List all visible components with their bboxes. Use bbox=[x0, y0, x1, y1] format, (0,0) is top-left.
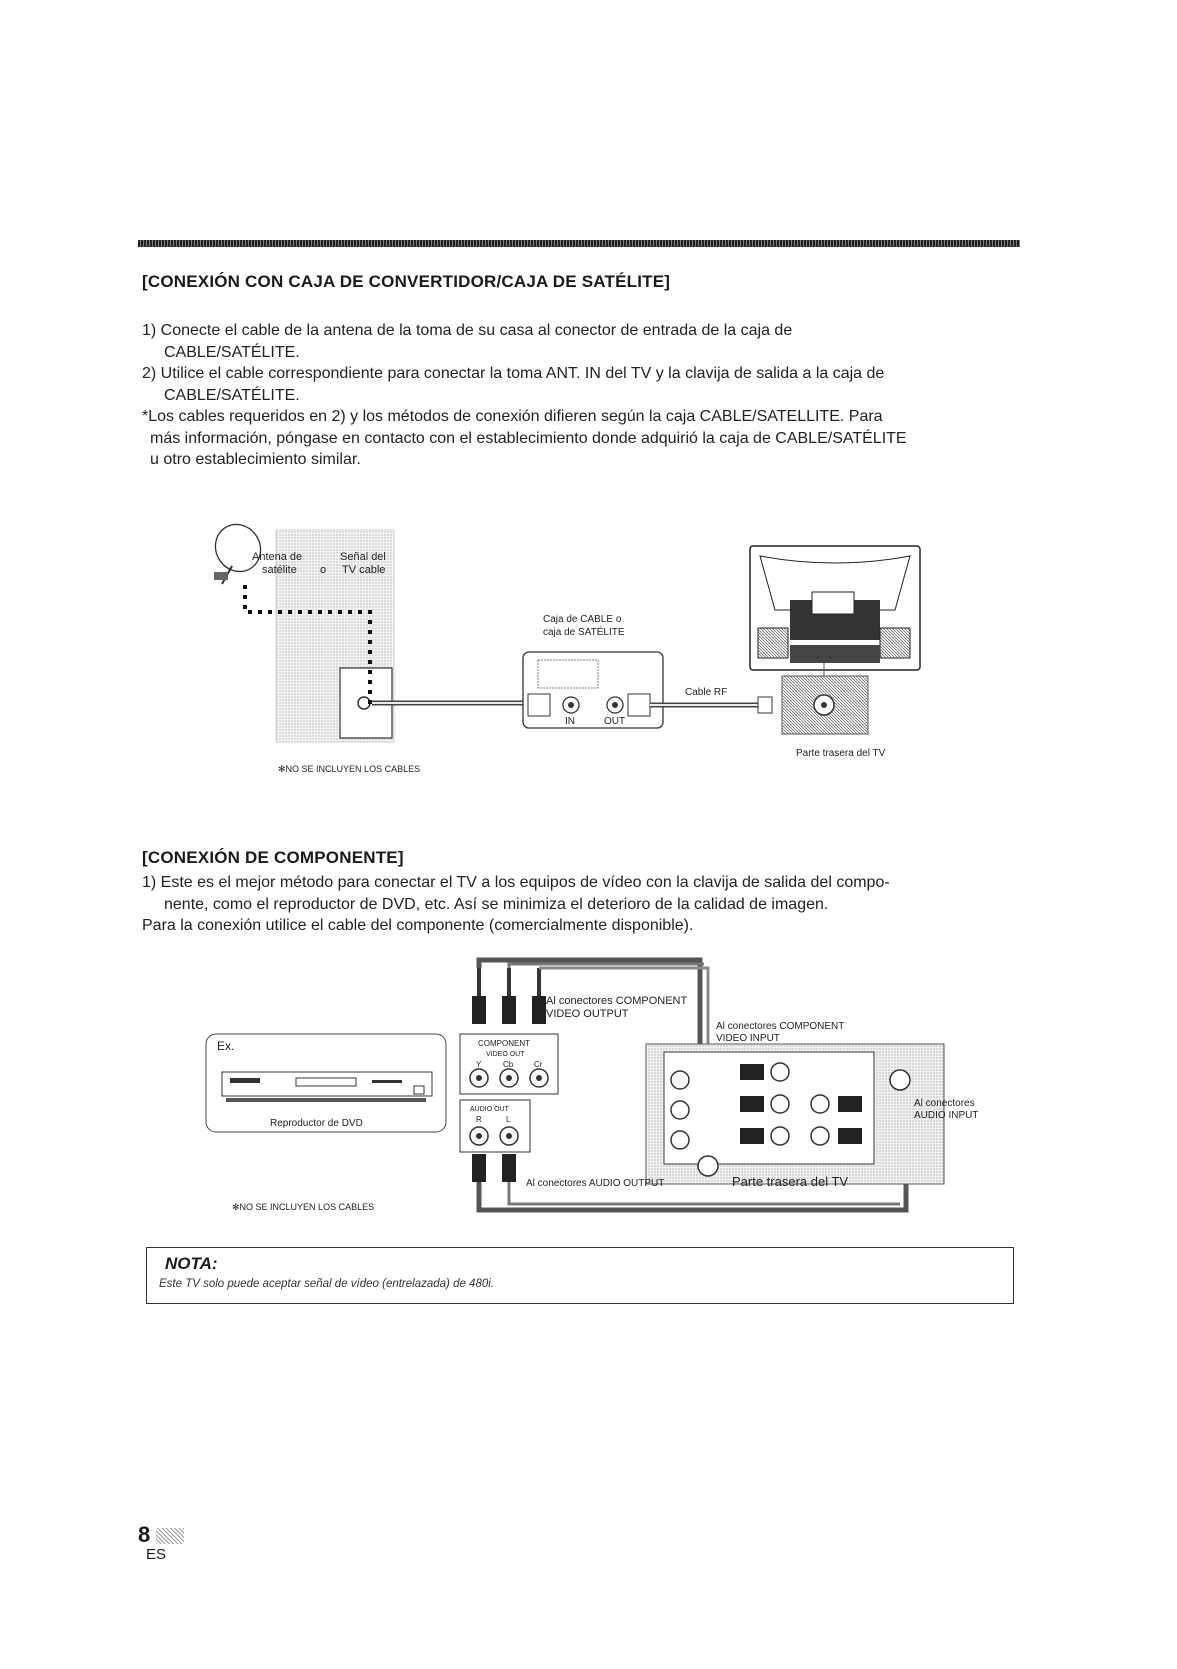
page-number: 8 bbox=[138, 1522, 151, 1547]
ex-label: Ex. bbox=[217, 1039, 235, 1053]
r-label: R bbox=[476, 1115, 482, 1124]
cable-box bbox=[523, 652, 663, 728]
note-box bbox=[146, 1247, 1014, 1304]
tv-back-label-1: Parte trasera del TV bbox=[796, 748, 886, 759]
component-step-line-a: 1) Este es el mejor método para conectar el TV a los equipos de vídeo con la clavija de salida del compo- bbox=[142, 874, 890, 891]
signal-label-b: TV cable bbox=[342, 564, 386, 576]
to-comp-in-label-a: Al conectores COMPONENT bbox=[716, 1021, 845, 1032]
cables-note-2: ✻NO SE INCLUYEN LOS CABLES bbox=[232, 1202, 375, 1212]
audio-out-label: AUDIO OUT bbox=[470, 1106, 509, 1113]
language-code: ES bbox=[146, 1546, 167, 1563]
page-number-decoration bbox=[156, 1528, 184, 1544]
to-audio-in-label-a: Al conectores bbox=[914, 1098, 975, 1109]
cable-satellite-diagram bbox=[0, 0, 1177, 800]
rf-cable-label: Cable RF bbox=[685, 687, 728, 698]
step-2-line-a: 2) Utilice el cable correspondiente para conectar la toma ANT. IN del TV y la clavija de salida a la caja de bbox=[142, 365, 885, 382]
component-step-line-b: nente, como el reproductor de DVD, etc. Así se minimiza el deterioro de la calidad de imagen. bbox=[164, 895, 829, 913]
to-audio-out-label: Al conectores AUDIO OUTPUT bbox=[526, 1178, 665, 1189]
comp-panel-label-a: COMPONENT bbox=[478, 1039, 530, 1048]
component-plugs bbox=[472, 968, 546, 1024]
note-line-b: más información, póngase en contacto con el establecimiento donde adquirió la caja de CABLE/SATÉLITE bbox=[150, 429, 907, 447]
in-label: IN bbox=[565, 716, 575, 727]
note-text: Este TV solo puede aceptar señal de vídeo (entrelazada) de 480i. bbox=[159, 1278, 494, 1290]
note-line-a: *Los cables requeridos en 2) y los métodos de conexión difieren según la caja CABLE/SATELLITE. Para bbox=[142, 408, 883, 425]
or-label: o bbox=[320, 564, 327, 576]
tv-back-label-2: Parte trasera del TV bbox=[732, 1174, 849, 1189]
step-1-line-b: CABLE/SATÉLITE. bbox=[164, 343, 300, 361]
out-label: OUT bbox=[604, 716, 626, 727]
step-1-line-a: 1) Conecte el cable de la antena de la toma de su casa al conector de entrada de la caja de bbox=[142, 322, 793, 339]
component-line-3: Para la conexión utilice el cable del componente (comercialmente disponible). bbox=[142, 917, 694, 934]
note-line-c: u otro establecimiento similar. bbox=[150, 451, 361, 468]
to-audio-in-label-b: AUDIO INPUT bbox=[914, 1110, 979, 1121]
comp-panel-label-b: VIDEO OUT bbox=[486, 1051, 525, 1058]
cr-label: Cr bbox=[534, 1060, 543, 1069]
note-title: NOTA: bbox=[165, 1254, 218, 1273]
component-diagram bbox=[0, 940, 1177, 1240]
antenna-label-b: satélite bbox=[262, 564, 297, 576]
section2-instructions bbox=[142, 872, 1022, 937]
section-title-cable-satellite: [CONEXIÓN CON CAJA DE CONVERTIDOR/CAJA DE SATÉLITE] bbox=[142, 272, 671, 291]
tv-rear-icon bbox=[750, 546, 920, 676]
box-label-b: caja de SATÉLITE bbox=[543, 627, 625, 638]
y-label: Y bbox=[476, 1060, 482, 1069]
signal-label-a: Señal del bbox=[340, 551, 386, 563]
antenna-label-a: Antena de bbox=[252, 551, 303, 563]
section-title-component: [CONEXIÓN DE COMPONENTE] bbox=[142, 848, 404, 867]
dvd-label: Reproductor de DVD bbox=[270, 1118, 363, 1129]
box-label-a: Caja de CABLE o bbox=[543, 614, 622, 625]
to-comp-in-label-b: VIDEO INPUT bbox=[716, 1033, 780, 1044]
l-label: L bbox=[506, 1115, 511, 1124]
step-2-line-b: CABLE/SATÉLITE. bbox=[164, 386, 300, 404]
to-comp-out-label-b: VIDEO OUTPUT bbox=[546, 1008, 629, 1020]
cables-note-1: ✻NO SE INCLUYEN LOS CABLES bbox=[278, 764, 421, 774]
cb-label: Cb bbox=[503, 1060, 514, 1069]
to-comp-out-label-a: Al conectores COMPONENT bbox=[546, 995, 688, 1007]
